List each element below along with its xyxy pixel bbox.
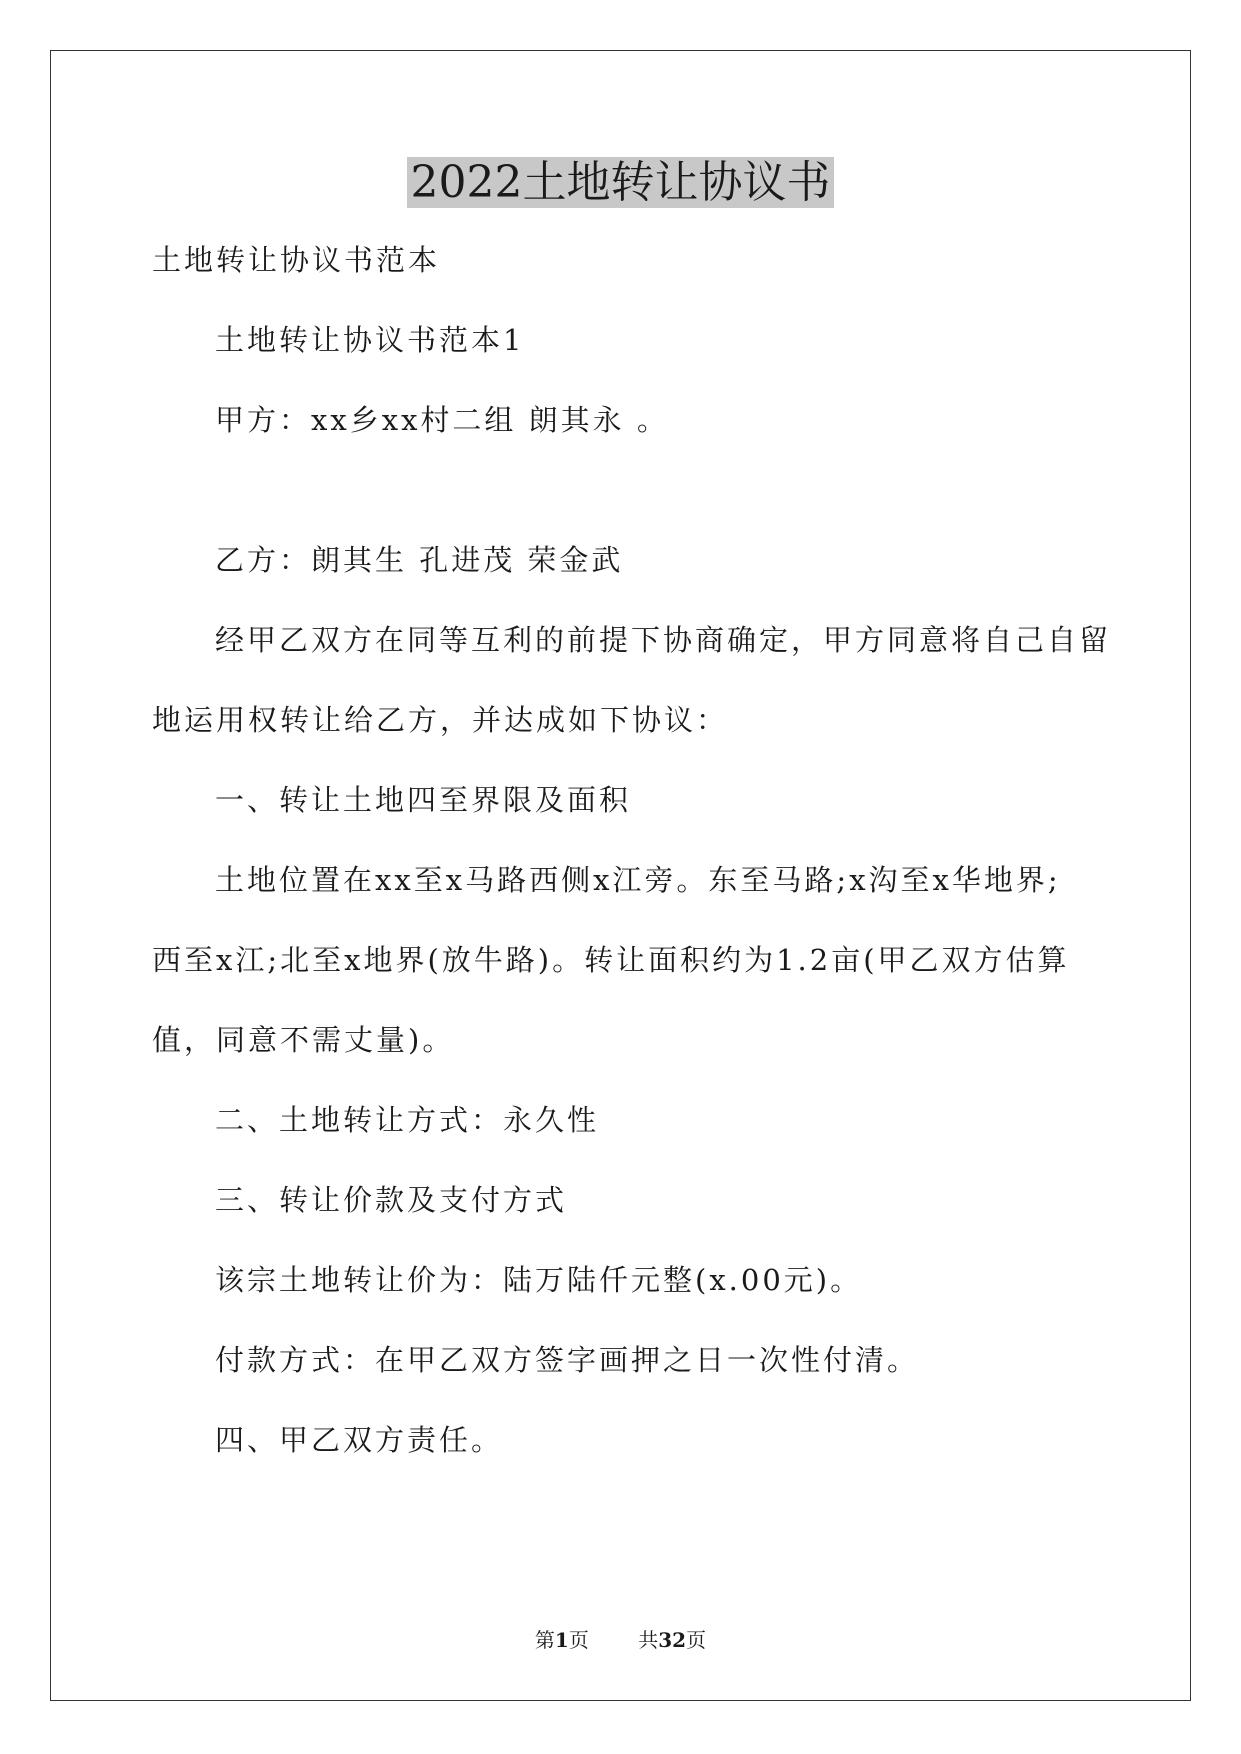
- section-heading: 二、土地转让方式：永久性: [215, 1103, 600, 1137]
- paragraph-line: 地运用权转让给乙方，并达成如下协议：: [152, 703, 729, 737]
- paragraph-line: 西至x江;北至x地界(放牛路)。转让面积约为1.2亩(甲乙双方估算: [152, 943, 1070, 977]
- total-pages: 32: [658, 1628, 687, 1652]
- document-title-text: 2022土地转让协议书: [407, 157, 835, 208]
- paragraph-line: 该宗土地转让价为：陆万陆仟元整(x.00元)。: [215, 1263, 863, 1297]
- page-prefix: 第: [534, 1628, 555, 1652]
- total-prefix: 共: [638, 1628, 659, 1652]
- total-suffix: 页: [686, 1628, 707, 1652]
- document-subtitle: 土地转让协议书范本: [152, 243, 441, 277]
- party-b-line: 乙方：朗其生 孔进茂 荣金武: [215, 543, 624, 577]
- paragraph-line: 值，同意不需丈量)。: [152, 1023, 455, 1057]
- paragraph-line: 付款方式：在甲乙双方签字画押之日一次性付清。: [215, 1343, 920, 1377]
- paragraph-line: 经甲乙双方在同等互利的前提下协商确定，甲方同意将自己自留: [215, 623, 1112, 657]
- paragraph-line: 土地转让协议书范本1: [215, 323, 525, 357]
- party-a-line: 甲方：xx乡xx村二组 朗其永 。: [215, 403, 669, 437]
- section-heading: 一、转让土地四至界限及面积: [215, 783, 632, 817]
- section-heading: 四、甲乙双方责任。: [215, 1423, 504, 1457]
- document-title: [0, 153, 1241, 213]
- page-suffix: 页: [568, 1628, 589, 1652]
- page-footer: [0, 1626, 1241, 1654]
- section-heading: 三、转让价款及支付方式: [215, 1183, 568, 1217]
- page-number: 1: [554, 1628, 569, 1652]
- paragraph-line: 土地位置在xx至x马路西侧x江旁。东至马路;x沟至x华地界;: [215, 863, 1061, 897]
